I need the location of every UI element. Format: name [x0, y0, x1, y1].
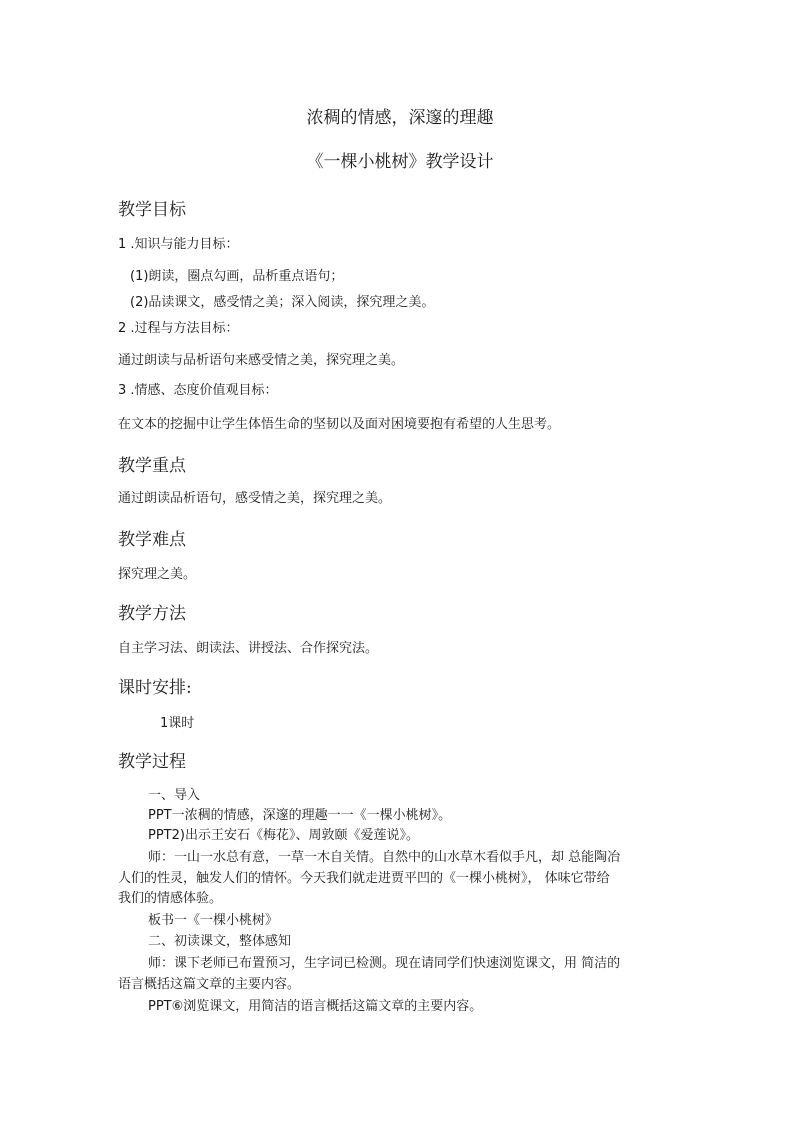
- process-line: 我们的情感体验。: [118, 891, 223, 906]
- process-line: 师：一山一水总有意，一草一木自关情。自然中的山水草木看似手凡，却 总能陶冶: [148, 850, 621, 865]
- heading-teaching-process: 教学过程: [118, 752, 186, 772]
- process-line: 师：课下老师已布置预习，生字词已检测。现在请同学们快速浏览课文，用 简洁的: [148, 956, 621, 971]
- goal-item-3: 3 .情感、态度价值观目标：: [118, 383, 278, 398]
- teaching-method-text: 自主学习法、朗读法、讲授法、合作探究法。: [118, 641, 379, 656]
- goal-item-2-text: 通过朗读与品析语句来感受情之美，探究理之美。: [118, 353, 405, 368]
- schedule-text: 1课时: [160, 716, 195, 731]
- process-line: 人们的性灵，触发人们的情怀。今天我们就走进贾平凹的《一棵小桃树》， 体味它带给: [118, 871, 610, 886]
- process-line: PPT⑥浏览课文，用简洁的语言概括这篇文章的主要内容。: [148, 999, 483, 1014]
- heading-teaching-method: 教学方法: [118, 604, 186, 624]
- goal-item-1b: (2)品读课文，感受情之美；深入阅读，探究理之美。: [130, 295, 435, 310]
- goal-item-3-text: 在文本的挖掘中让学生体悟生命的坚韧以及面对困境要抱有希望的人生思考。: [118, 417, 561, 432]
- process-line: PPT一浓稠的情感，深邃的理趣一一《一棵小桃树》。: [148, 808, 452, 823]
- document-title: 浓稠的情感，深邃的理趣: [306, 108, 494, 128]
- goal-item-1: 1 .知识与能力目标：: [118, 237, 239, 252]
- process-line: 一、导入: [148, 788, 201, 803]
- process-line: 二、初读课文，整体感知: [148, 934, 292, 949]
- goal-item-2: 2 .过程与方法目标：: [118, 321, 239, 336]
- teaching-key-text: 通过朗读品析语句，感受情之美，探究理之美。: [118, 491, 392, 506]
- heading-teaching-goals: 教学目标: [118, 200, 186, 220]
- teaching-difficulty-text: 探究理之美。: [118, 567, 197, 582]
- heading-teaching-key: 教学重点: [118, 456, 186, 476]
- process-line: 语言概括这篇文章的主要内容。: [118, 977, 301, 992]
- process-line: 板书一《一棵小桃树》: [148, 913, 279, 928]
- process-line: PPT2)出示王安石《梅花》、周敦颐《爱莲说》。: [148, 828, 419, 843]
- heading-schedule: 课时安排:: [118, 678, 192, 698]
- goal-item-1a: (1)朗读，圈点勾画，品析重点语句；: [130, 269, 344, 284]
- document-subtitle: 《一棵小桃树》教学设计: [306, 152, 494, 172]
- heading-teaching-difficulty: 教学难点: [118, 530, 186, 550]
